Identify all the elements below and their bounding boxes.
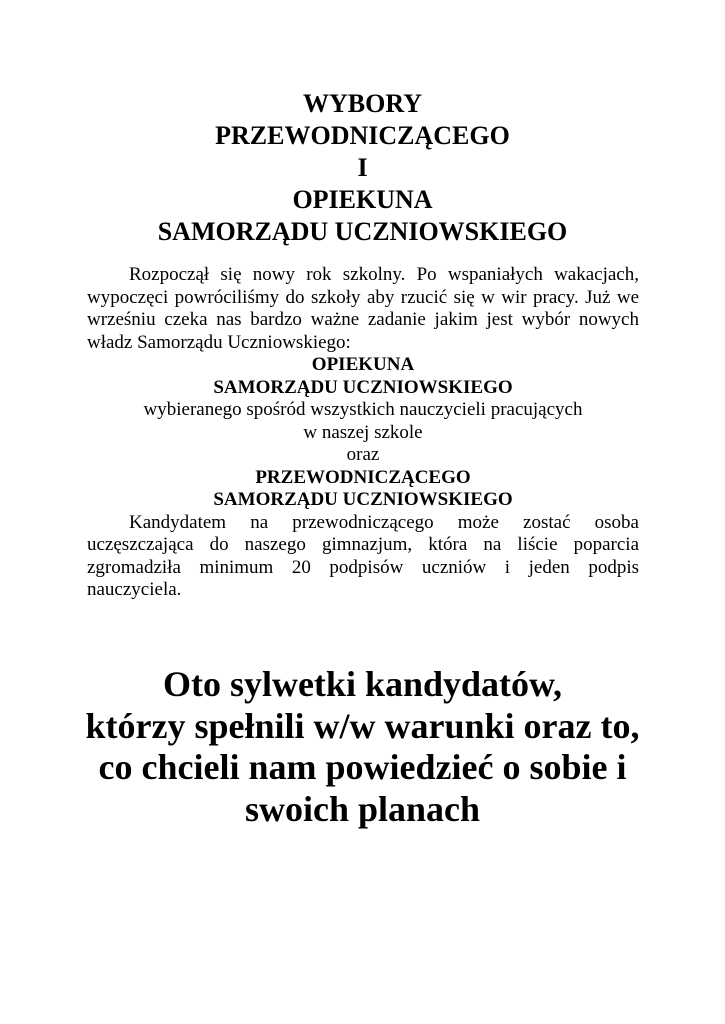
document-body <box>87 264 639 602</box>
title-line-przewodniczacego: PRZEWODNICZĄCEGO <box>215 121 510 150</box>
candidate-paragraph: Kandydatem na przewodniczącego może zostać osoba uczęszczająca do naszego gimnazjum, która na liście poparcia zgromadziła minimum 20 podpisów uczniów i jeden podpis nauczyciela. <box>87 511 639 600</box>
closing-line-1: Oto sylwetki kandydatów, <box>162 664 563 704</box>
title-line-i: I <box>357 153 368 182</box>
closing-line-4: swoich planach <box>244 788 481 829</box>
title-line-wybory: WYBORY <box>303 89 422 118</box>
intro-paragraph: Rozpoczął się nowy rok szkolny. Po wspaniałych wakacjach, wypoczęci powróciliśmy do szkoły aby rzucić się w wir pracy. Już we wrześniu czeka nas bardzo ważne zadanie jakim jest wybór nowych władz Samorządu Uczniowskiego: <box>87 264 639 353</box>
title-line-samorzadu: SAMORZĄDU UCZNIOWSKIEGO <box>157 217 568 246</box>
przewodniczacy-heading-samorzad: SAMORZĄDU UCZNIOWSKIEGO <box>213 489 513 510</box>
oraz-text: oraz <box>346 444 380 465</box>
closing-heading <box>0 664 725 830</box>
opiekun-description-line-1: wybieranego spośród wszystkich nauczycieli pracujących <box>143 399 583 420</box>
opiekun-heading-samorzad: SAMORZĄDU UCZNIOWSKIEGO <box>213 376 513 398</box>
closing-line-3: co chcieli nam powiedzieć o sobie i <box>98 747 627 787</box>
closing-line-2: którzy spełnili w/w warunki oraz to, <box>85 705 640 746</box>
opiekun-heading: OPIEKUNA <box>311 354 415 375</box>
document-title <box>0 88 725 248</box>
opiekun-description-line-2: w naszej szkole <box>303 421 423 443</box>
title-line-opiekuna: OPIEKUNA <box>292 185 433 214</box>
przewodniczacy-heading: PRZEWODNICZĄCEGO <box>255 466 471 488</box>
